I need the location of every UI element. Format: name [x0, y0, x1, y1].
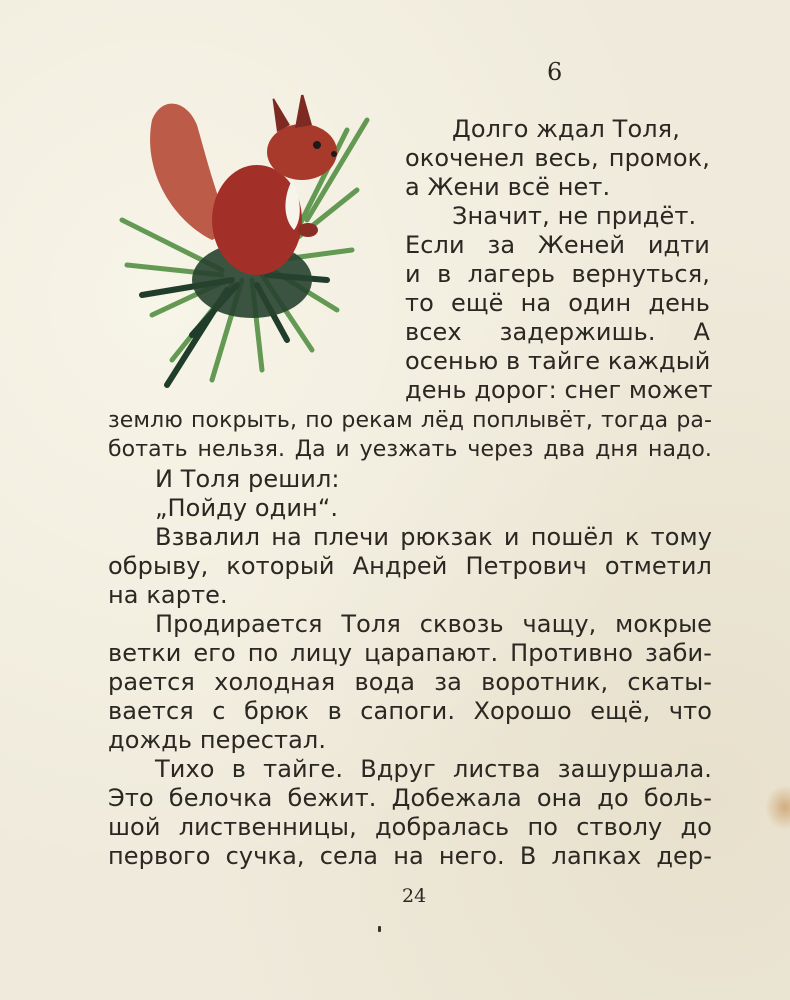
ink-speck: [378, 926, 381, 932]
text-line: Взвалил на плечи рюкзак и пошёл к тому: [155, 523, 712, 551]
text-line: осенью в тайге каждый: [405, 347, 711, 375]
text-line: „Пойду один“.: [155, 494, 339, 522]
text-line: Значит, не придёт.: [452, 202, 697, 230]
text-line: шой лиственницы, добралась по стволу до: [108, 813, 712, 841]
text-line: окоченел весь, промок,: [405, 144, 710, 172]
text-line: Это белочка бежит. Добежала она до боль-: [108, 784, 712, 812]
text-line: на карте.: [108, 581, 228, 609]
text-line: вается с брюк в сапоги. Хорошо ещё, что: [108, 697, 712, 725]
text-line: дождь перестал.: [108, 726, 327, 754]
text-line: рается холодная вода за воротник, скаты-: [108, 668, 712, 696]
text-line: Тихо в тайге. Вдруг листва зашуршала.: [155, 755, 712, 783]
page-number: 24: [402, 885, 427, 907]
text-line: ботать нельзя. Да и уезжать через два дня надо.: [108, 437, 712, 462]
text-line: обрыву, который Андрей Петрович отметил: [108, 552, 712, 580]
text-line: И Толя решил:: [155, 465, 340, 493]
text-line: Долго ждал Толя,: [452, 115, 680, 143]
text-line: то ещё на один день: [405, 289, 710, 317]
chapter-number: 6: [547, 58, 563, 86]
text-line: а Жени всё нет.: [405, 173, 611, 201]
text-line: день дорог: снег может: [405, 376, 713, 404]
paper-stain: [765, 785, 790, 830]
text-line: Если за Женей идти: [405, 231, 710, 259]
squirrel-illustration-icon: [112, 80, 380, 392]
text-line: землю покрыть, по рекам лёд поплывёт, тогда ра-: [108, 408, 712, 433]
text-line: всех задержишь. А: [405, 318, 710, 346]
text-line: ветки его по лицу царапают. Противно заби-: [108, 639, 712, 667]
text-line: первого сучка, села на него. В лапках дер-: [108, 842, 712, 870]
text-line: и в лагерь вернуться,: [405, 260, 710, 288]
text-line: Продирается Толя сквозь чащу, мокрые: [155, 610, 712, 638]
